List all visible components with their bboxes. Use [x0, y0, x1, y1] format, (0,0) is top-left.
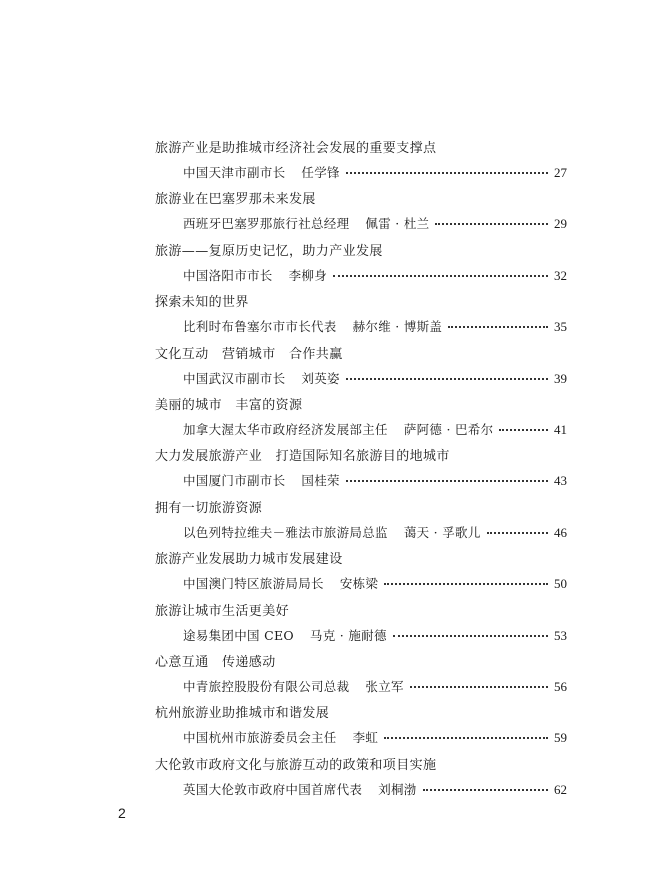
author-name: 张立军: [365, 678, 404, 694]
dot-leader: [435, 222, 548, 225]
toc-page-number: 59: [554, 730, 567, 746]
author-name: 佩雷 · 杜兰: [365, 216, 430, 232]
author-name: 蔼天 · 孚歌儿: [403, 524, 481, 540]
toc-page-number: 56: [554, 678, 567, 694]
toc-page-number: 62: [554, 781, 567, 797]
toc-entry: [155, 339, 567, 390]
toc-entry-title: 旅游业在巴塞罗那未来发展: [155, 192, 316, 208]
toc-entry-title: 大力发展旅游产业 打造国际知名旅游目的地城市: [155, 449, 450, 465]
toc-page-number: 46: [554, 524, 567, 540]
author-name: 马克 · 施耐德: [309, 627, 387, 643]
author-role: 中国武汉市副市长: [183, 370, 286, 386]
author-role: 中青旅控股股份有限公司总裁: [183, 678, 350, 694]
author-name: 国桂荣: [301, 473, 340, 489]
toc-entry-byline: [183, 677, 567, 695]
toc-entry-title: 探索未知的世界: [155, 295, 249, 311]
author-name: 李柳身: [288, 267, 328, 283]
toc-page-number: 32: [554, 267, 567, 283]
author-name: 安栋梁: [339, 576, 379, 592]
toc-entry-byline: [183, 317, 567, 335]
author-name: 赫尔维 · 博斯盖: [352, 319, 443, 335]
table-of-contents: [155, 133, 567, 801]
author-role: 途易集团中国 CEO: [183, 627, 294, 643]
toc-entry: [155, 544, 567, 595]
toc-entry: [155, 647, 567, 698]
toc-entry-byline: [183, 728, 567, 746]
author-name: 刘桐渤: [378, 781, 417, 797]
toc-entry-byline: [183, 163, 567, 181]
toc-entry-byline: [183, 780, 567, 798]
toc-entry: [155, 596, 567, 647]
dot-leader: [410, 685, 548, 688]
dot-leader: [423, 788, 548, 791]
toc-entry-title: 大伦敦市政府文化与旅游互动的政策和项目实施: [155, 757, 437, 773]
author-role: 西班牙巴塞罗那旅行社总经理: [183, 216, 350, 232]
dot-leader: [487, 531, 548, 534]
toc-entry-title: 文化互动 营销城市 合作共赢: [155, 346, 343, 362]
toc-entry: [155, 493, 567, 544]
toc-entry: [155, 133, 567, 184]
author-name: 任学锋: [301, 165, 340, 180]
dot-leader: [384, 736, 548, 739]
toc-entry-title: 美丽的城市 丰富的资源: [155, 397, 303, 413]
toc-page-number: 29: [554, 216, 567, 232]
toc-entry-byline: [183, 471, 567, 489]
toc-entry-byline: [183, 574, 567, 592]
toc-page-number: 41: [554, 421, 567, 437]
toc-entry: [155, 750, 567, 801]
toc-page-number: 50: [554, 576, 567, 592]
dot-leader: [384, 582, 548, 585]
toc-entry-byline: [183, 369, 567, 387]
toc-entry-byline: [183, 626, 567, 644]
toc-entry: [155, 390, 567, 441]
toc-entry-byline: [183, 420, 567, 438]
author-role: 英国大伦敦市政府中国首席代表: [183, 781, 363, 797]
author-name: 李虹: [352, 730, 379, 746]
toc-entry: [155, 441, 567, 492]
author-name: 萨阿德 · 巴希尔: [403, 421, 494, 437]
dot-leader: [393, 634, 548, 637]
author-role: 加拿大渥太华市政府经济发展部主任: [183, 421, 388, 437]
dot-leader: [333, 274, 548, 277]
author-role: 中国天津市副市长: [183, 165, 286, 180]
toc-entry: [155, 236, 567, 287]
toc-entry-title: 杭州旅游业助推城市和谐发展: [155, 706, 330, 722]
toc-page-number: 53: [554, 627, 567, 643]
toc-entry-byline: [183, 523, 567, 541]
toc-page-number: 43: [554, 473, 567, 489]
dot-leader: [448, 325, 548, 328]
toc-entry-byline: [183, 266, 567, 284]
author-name: 刘英姿: [301, 370, 340, 386]
toc-entry: [155, 287, 567, 338]
toc-entry-title: 旅游产业是助推城市经济社会发展的重要支撑点: [155, 141, 437, 156]
toc-page-number: 35: [554, 319, 567, 335]
dot-leader: [346, 171, 548, 174]
toc-entry: [155, 698, 567, 749]
toc-page-number: 39: [554, 370, 567, 386]
author-role: 中国厦门市副市长: [183, 473, 286, 489]
author-role: 中国澳门特区旅游局局长: [183, 576, 324, 592]
toc-entry-title: 旅游产业发展助力城市发展建设: [155, 552, 343, 568]
page-number: 2: [118, 805, 126, 821]
author-role: 以色列特拉维夫－雅法市旅游局总监: [183, 524, 388, 540]
author-role: 中国洛阳市市长: [183, 267, 273, 283]
toc-entry-title: 旅游让城市生活更美好: [155, 603, 290, 619]
toc-entry-title: 拥有一切旅游资源: [155, 500, 263, 516]
toc-entry: [155, 184, 567, 235]
author-role: 中国杭州市旅游委员会主任: [183, 730, 337, 746]
dot-leader: [346, 377, 548, 380]
toc-entry-title: 旅游——复原历史记忆，助力产业发展: [155, 243, 383, 259]
toc-page-number: 27: [554, 165, 567, 180]
toc-entry-title: 心意互通 传递感动: [155, 654, 276, 670]
author-role: 比利时布鲁塞尔市市长代表: [183, 319, 337, 335]
dot-leader: [499, 428, 548, 431]
dot-leader: [346, 479, 548, 482]
toc-entry-byline: [183, 214, 567, 232]
